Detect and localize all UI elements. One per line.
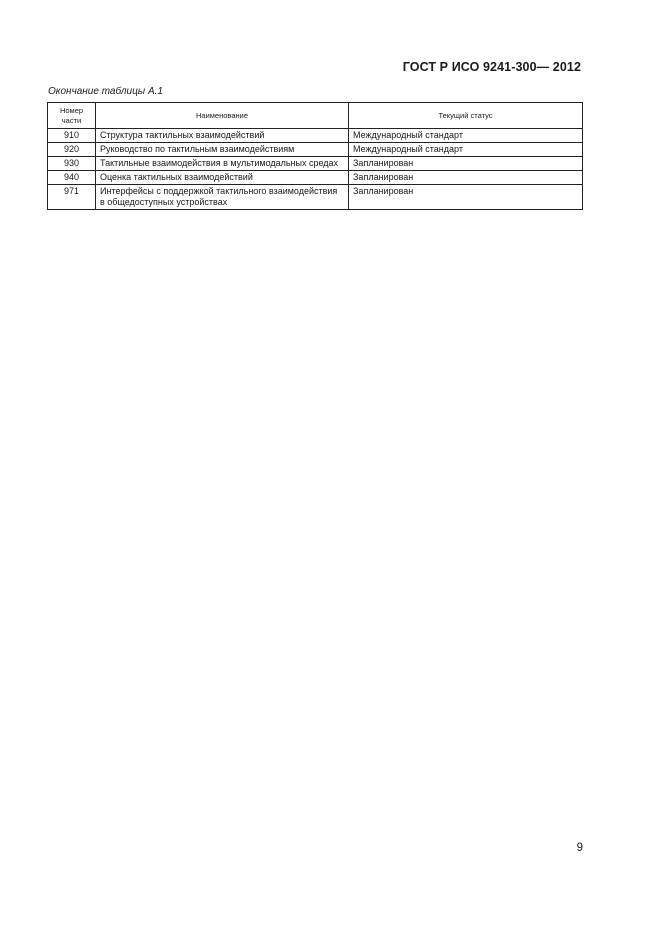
part-name: Оценка тактильных взаимодействий <box>96 171 349 185</box>
part-number: 940 <box>48 171 96 185</box>
part-name: Интерфейсы с поддержкой тактильного взаимодействия в общедоступных устройствах <box>96 185 349 210</box>
table-caption: Окончание таблицы А.1 <box>48 86 163 97</box>
page-number: 9 <box>576 842 583 854</box>
document-code: ГОСТ Р ИСО 9241-300— 2012 <box>402 60 581 74</box>
part-number: 930 <box>48 157 96 171</box>
table-row <box>48 129 583 143</box>
table-header-row <box>48 103 583 129</box>
table-row <box>48 157 583 171</box>
part-status: Запланирован <box>349 157 583 171</box>
part-name: Тактильные взаимодействия в мультимодальных средах <box>96 157 349 171</box>
part-status: Международный стандарт <box>349 143 583 157</box>
part-number: 971 <box>48 185 96 210</box>
part-name: Руководство по тактильным взаимодействиям <box>96 143 349 157</box>
column-header-status: Текущий статус <box>349 103 583 129</box>
part-status: Запланирован <box>349 185 583 210</box>
column-header-name: Наименование <box>96 103 349 129</box>
table-row <box>48 171 583 185</box>
table-row <box>48 143 583 157</box>
part-number: 920 <box>48 143 96 157</box>
part-name: Структура тактильных взаимодействий <box>96 129 349 143</box>
part-status: Международный стандарт <box>349 129 583 143</box>
column-header-number: Номер части <box>48 103 96 129</box>
table-row <box>48 185 583 210</box>
parts-table <box>47 102 583 210</box>
part-number: 910 <box>48 129 96 143</box>
part-status: Запланирован <box>349 171 583 185</box>
